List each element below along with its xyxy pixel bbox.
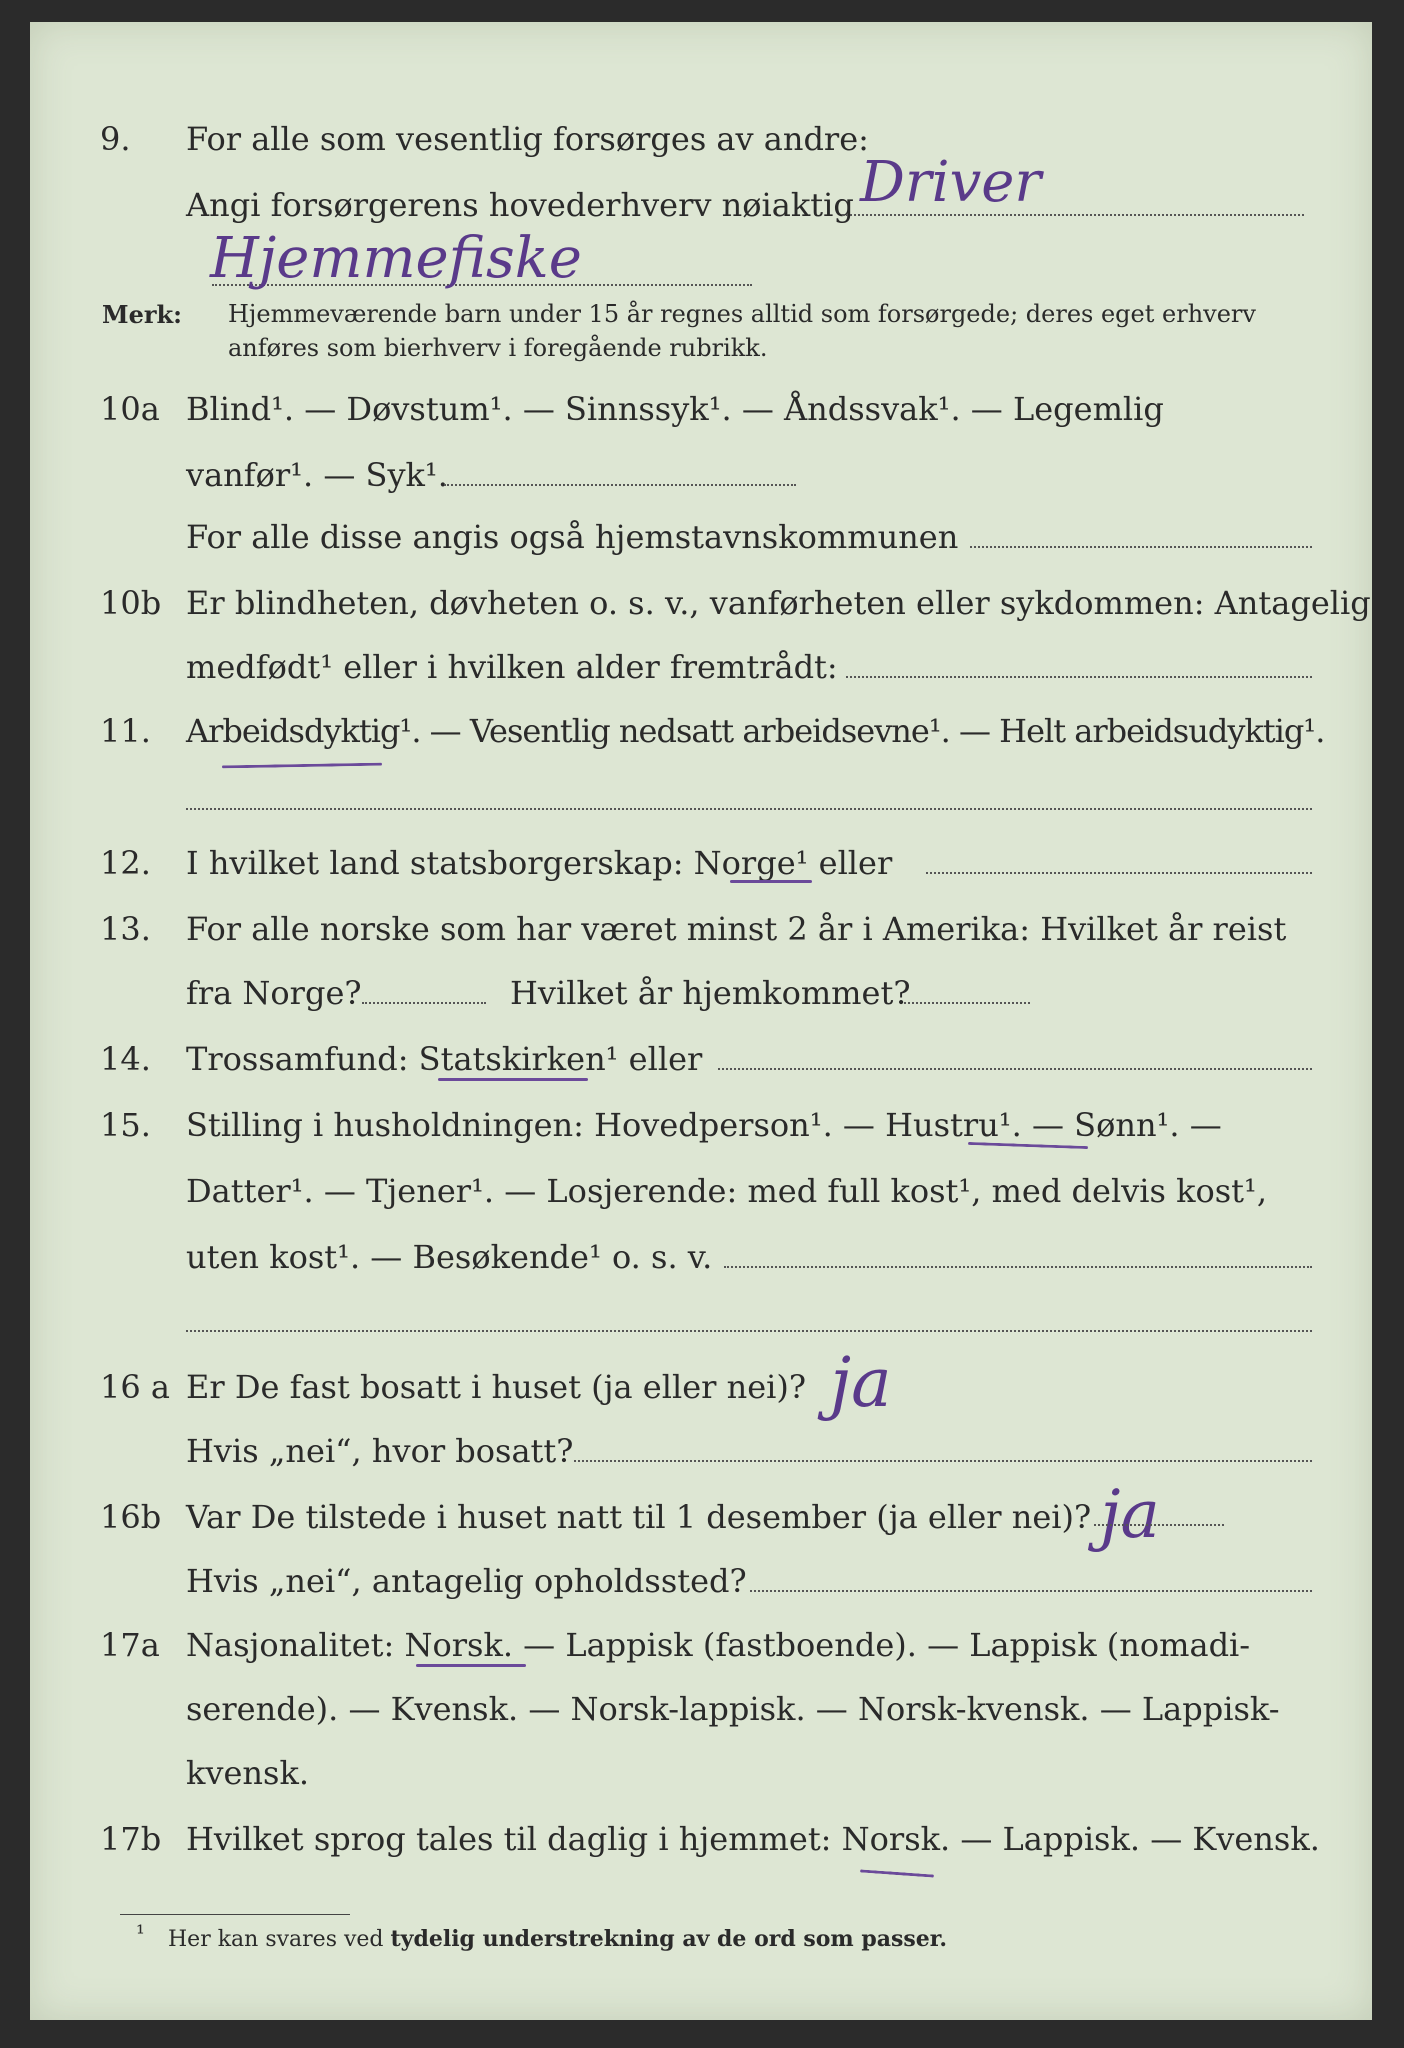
q13-number: 13. (100, 910, 151, 948)
q17a-line-3: kvensk. (186, 1754, 309, 1792)
q10b-number: 10b (100, 584, 162, 622)
q15-line-1: Stilling i husholdningen: Hovedperson¹. — Hustru¹. — Sønn¹. — (186, 1106, 1222, 1144)
merk-line-2: anføres som bierhverv i foregående rubrikk. (228, 334, 768, 362)
q10a-municipality-line (970, 546, 1312, 548)
q16a-answer-line (574, 1460, 1312, 1462)
q17a-line-2: serende). — Kvensk. — Norsk-lappisk. — Norsk-kvensk. — Lappisk- (186, 1690, 1280, 1728)
merk-label: Merk: (102, 300, 182, 329)
q15-line-2: Datter¹. — Tjener¹. — Losjerende: med full kost¹, med delvis kost¹, (186, 1172, 1268, 1210)
q10a-number: 10a (100, 390, 160, 428)
q9-handwritten-answer-2: Hjemmefiske (210, 226, 582, 291)
q16b-number: 16b (100, 1498, 162, 1536)
footnote-text-plain: Her kan svares ved (168, 1927, 384, 1952)
footnote-rule (120, 1914, 350, 1915)
q10b-line-1: Er blindheten, døvheten o. s. v., vanførheten eller sykdommen: Antagelig (186, 584, 1371, 622)
q16b-line-2: Hvis „nei“, antagelig opholdssted? (186, 1562, 747, 1600)
q9-line-1: For alle som vesentlig forsørges av andre: (186, 120, 869, 158)
q13-year-left-line (362, 1002, 486, 1004)
q10a-line-2: vanfør¹. — Syk¹. (186, 456, 448, 494)
q12-handwritten-underline (730, 880, 812, 883)
q16a-line-2: Hvis „nei“, hvor bosatt? (186, 1432, 574, 1470)
q12-number: 12. (100, 844, 151, 882)
q10b-answer-line (846, 676, 1312, 678)
q10b-line-2: medfødt¹ eller i hvilken alder fremtrådt: (186, 648, 838, 686)
q15-number: 15. (100, 1106, 151, 1144)
q14-number: 14. (100, 1040, 151, 1078)
q11-answer-line (186, 808, 1312, 810)
q17a-handwritten-underline (416, 1664, 526, 1667)
q10a-answer-line (444, 484, 796, 486)
q17a-number: 17a (100, 1626, 160, 1664)
q13-line-2b: Hvilket år hjemkommet? (510, 974, 911, 1012)
q16b-handwritten-answer: ja (1100, 1476, 1160, 1553)
q15-answer-line-2 (186, 1330, 1312, 1332)
q16a-number: 16 a (100, 1368, 170, 1406)
q9-handwritten-answer-1: Driver (860, 150, 1042, 215)
q13-line-2a: fra Norge? (186, 974, 362, 1012)
q10a-line-3: For alle disse angis også hjemstavnskommunen (186, 518, 959, 556)
q12-answer-line (926, 872, 1312, 874)
q15-line-3: uten kost¹. — Besøkende¹ o. s. v. (186, 1238, 713, 1276)
q16a-line-1: Er De fast bosatt i huset (ja eller nei)? (186, 1368, 807, 1406)
q17b-line-1: Hvilket sprog tales til daglig i hjemmet: Norsk. — Lappisk. — Kvensk. (186, 1820, 1320, 1858)
footnote-text-bold: tydelig understrekning av de ord som passer. (390, 1926, 948, 1952)
q11-line-1: Arbeidsdyktig¹. — Vesentlig nedsatt arbeidsevne¹. — Helt arbeidsudyktig¹. (186, 712, 1325, 750)
q16b-answer-line-2 (750, 1590, 1312, 1592)
q14-line-1: Trossamfund: Statskirken¹ eller (186, 1040, 703, 1078)
q11-number: 11. (100, 712, 151, 750)
q13-year-returned-line (904, 1002, 1030, 1004)
q16b-answer-line-1 (1094, 1524, 1224, 1526)
q16b-line-1: Var De tilstede i huset natt til 1 desember (ja eller nei)? (186, 1498, 1092, 1536)
merk-line-1: Hjemmeværende barn under 15 år regnes alltid som forsørgede; deres eget erhverv (228, 300, 1256, 328)
q17a-line-1: Nasjonalitet: Norsk. — Lappisk (fastboende). — Lappisk (nomadi- (186, 1626, 1251, 1664)
q12-line-1: I hvilket land statsborgerskap: Norge¹ eller (186, 844, 893, 882)
q13-line-1: For alle norske som har været minst 2 år i Amerika: Hvilket år reist (186, 910, 1287, 948)
q14-answer-line (718, 1068, 1312, 1070)
q16a-handwritten-answer: ja (830, 1344, 892, 1423)
q10a-line-1: Blind¹. — Døvstum¹. — Sinnssyk¹. — Åndssvak¹. — Legemlig (186, 390, 1164, 428)
q15-answer-line-1 (724, 1266, 1312, 1268)
q9-line-2: Angi forsørgerens hovederhverv nøiaktig (186, 186, 854, 224)
footnote-text (168, 1926, 947, 1952)
q14-handwritten-underline (438, 1078, 588, 1081)
q9-number: 9. (100, 120, 131, 158)
q17b-number: 17b (100, 1820, 162, 1858)
footnote-mark: ¹ (136, 1922, 145, 1947)
